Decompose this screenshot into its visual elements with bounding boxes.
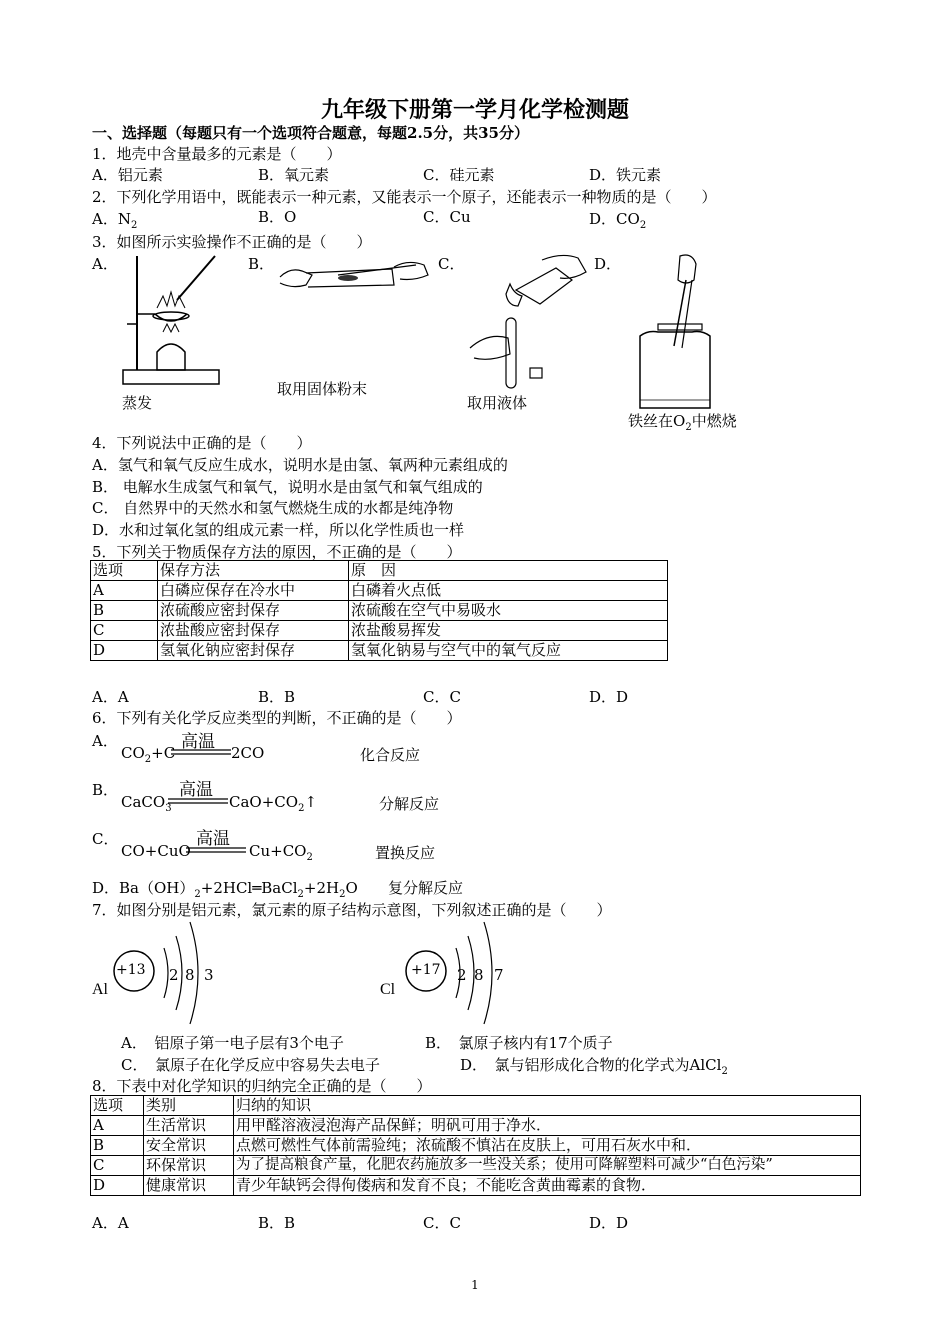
q7-stem: 7．如图分别是铝元素，氯元素的原子结构示意图，下列叙述正确的是（ ）: [92, 901, 612, 919]
table-row: [91, 601, 668, 621]
cl-nucleus: +17: [411, 962, 441, 978]
q3-stem: 3．如图所示实验操作不正确的是（ ）: [92, 233, 372, 251]
al-shell-3: 3: [204, 966, 214, 984]
cl-symbol: Cl: [380, 981, 396, 998]
q1-option-d: D．铁元素: [589, 166, 662, 184]
caption-iron: 铁丝在$O_2$中燃烧: [628, 412, 737, 433]
q6-option-d-type: 复分解反应: [388, 879, 464, 897]
table-cell: 氢氧化钠易与空气中的氧气反应: [349, 641, 668, 661]
table-row: [91, 1136, 861, 1156]
q8-option-d: D．D: [589, 1214, 629, 1232]
q4-stem: 4．下列说法中正确的是（ ）: [92, 434, 312, 452]
powder-figure: [276, 255, 436, 305]
cl-shell-3: 7: [494, 966, 504, 984]
q7-option-a: A． 铝原子第一电子层有3个电子: [121, 1034, 344, 1052]
al-nucleus: +13: [116, 962, 146, 978]
q2-option-b: B．O: [258, 208, 297, 226]
q2-stem: 2．下列化学用语中，既能表示一种元素，又能表示一个原子，还能表示一种物质的是（ ）: [92, 188, 717, 206]
section-heading: 一、选择题（每题只有一个选项符合题意，每题2.5分，共35分）: [92, 124, 529, 142]
q6-option-c-condition: 高温: [196, 829, 230, 849]
q2-option-a: A．$N_2$: [92, 210, 138, 231]
caption-powder: 取用固体粉末: [277, 380, 368, 398]
table-cell: B: [91, 601, 158, 621]
table-cell: 用甲醛溶液浸泡海产品保鲜；明矾可用于净水．: [234, 1116, 861, 1136]
table-cell: A: [91, 581, 158, 601]
q6-option-b-left: CaCO$_3$: [121, 793, 172, 814]
table-cell: 环保常识: [144, 1156, 234, 1176]
q6-option-b-right: $CaO+CO_2↑$: [229, 793, 318, 814]
q3-option-b: B．: [248, 255, 275, 273]
table-cell: B: [91, 1136, 144, 1156]
table-cell: 安全常识: [144, 1136, 234, 1156]
page-title: 九年级下册第一学月化学检测题: [320, 97, 629, 123]
table-cell: D: [91, 1176, 144, 1196]
table-cell: 点燃可燃性气体前需验纯；浓硫酸不慎沾在皮肤上，可用石灰水中和．: [234, 1136, 861, 1156]
q6-option-b-label: B．: [92, 781, 119, 799]
q6-option-c-left: CO+CuO: [121, 842, 191, 860]
table-row: [91, 1116, 861, 1136]
al-shell-1: 2: [169, 966, 179, 984]
q7-option-c: C． 氯原子在化学反应中容易失去电子: [121, 1056, 380, 1074]
q6-option-c-right: $Cu+CO_2$: [249, 842, 313, 863]
table-cell: 白磷着火点低: [349, 581, 668, 601]
table-cell: C: [91, 621, 158, 641]
q3-option-d: D．: [594, 255, 622, 273]
table-row: [91, 581, 668, 601]
table-row: [91, 621, 668, 641]
q5-table: [90, 560, 668, 661]
q7-option-b: B． 氯原子核内有17个质子: [425, 1034, 613, 1052]
q6-option-a-condition: 高温: [181, 732, 215, 752]
q6-option-c-type: 置换反应: [375, 844, 436, 862]
table-cell: C: [91, 1156, 144, 1176]
liquid-figure: [462, 250, 602, 390]
q1-option-c: C．硅元素: [423, 166, 495, 184]
table-row: [91, 1176, 861, 1196]
table-header: 选项: [91, 1096, 144, 1116]
q6-option-a-left: $CO_2+C$: [121, 744, 176, 765]
q5-option-a: A．A: [92, 688, 129, 706]
table-cell: 浓盐酸应密封保存: [158, 621, 349, 641]
q8-stem: 8．下表中对化学知识的归纳完全正确的是（ ）: [92, 1077, 432, 1095]
table-cell: A: [91, 1116, 144, 1136]
iron-combustion-figure: [630, 252, 720, 412]
table-header: 类别: [144, 1096, 234, 1116]
table-row: [91, 561, 668, 581]
caption-evaporation: 蒸发: [122, 394, 153, 412]
q8-option-b: B．B: [258, 1214, 296, 1232]
table-header: 保存方法: [158, 561, 349, 581]
q6-option-a-right: 2CO: [231, 744, 265, 762]
q4-option-a: A．氢气和氧气反应生成水，说明水是由氢、氧两种元素组成的: [92, 456, 508, 474]
q6-option-a-type: 化合反应: [360, 746, 421, 764]
al-shell-2: 8: [185, 966, 195, 984]
q6-option-b-condition: 高温: [179, 780, 213, 800]
equals-sign: [186, 847, 246, 855]
q4-option-b: B． 电解水生成氢气和氧气，说明水是由氢气和氧气组成的: [92, 478, 483, 496]
evaporation-figure: [115, 252, 235, 392]
table-row: [91, 641, 668, 661]
table-header: 归纳的知识: [234, 1096, 861, 1116]
q8-option-c: C．C: [423, 1214, 461, 1232]
page-number: 1: [471, 1278, 479, 1292]
table-cell: 健康常识: [144, 1176, 234, 1196]
q5-option-b: B．B: [258, 688, 296, 706]
equals-sign: [171, 749, 231, 757]
q5-stem: 5．下列关于物质保存方法的原因，不正确的是（ ）: [92, 543, 462, 561]
q4-option-c: C． 自然界中的天然水和氢气燃烧生成的水都是纯净物: [92, 499, 454, 517]
q4-option-d: D．水和过氧化氢的组成元素一样，所以化学性质也一样: [92, 521, 465, 539]
q8-option-a: A．A: [92, 1214, 129, 1232]
al-symbol: Al: [92, 981, 108, 998]
table-cell: 青少年缺钙会得佝偻病和发育不良；不能吃含黄曲霉素的食物．: [234, 1176, 861, 1196]
q7-option-d: D． 氯与铝形成化合物的化学式为AlCl$_2$: [460, 1056, 728, 1077]
table-cell: 生活常识: [144, 1116, 234, 1136]
table-cell: 浓硫酸应密封保存: [158, 601, 349, 621]
q5-option-d: D．D: [589, 688, 629, 706]
table-cell: 白磷应保存在冷水中: [158, 581, 349, 601]
cl-shell-1: 2: [457, 966, 467, 984]
q2-option-d: D．$CO_2$: [589, 210, 647, 231]
q1-option-a: A．铝元素: [92, 166, 163, 184]
table-cell: 为了提高粮食产量，化肥农药施放多一些没关系；使用可降解塑料可减少“白色污染”: [234, 1156, 861, 1176]
caption-liquid: 取用液体: [467, 394, 528, 412]
equals-sign: [168, 798, 228, 806]
table-header: 原 因: [349, 561, 668, 581]
q8-table: [90, 1095, 861, 1196]
q2-option-c: C．Cu: [423, 208, 471, 226]
q5-option-c: C．C: [423, 688, 461, 706]
table-cell: 浓硫酸在空气中易吸水: [349, 601, 668, 621]
table-cell: 浓盐酸易挥发: [349, 621, 668, 641]
q6-option-c-label: C．: [92, 830, 119, 848]
q1-stem: 1．地壳中含量最多的元素是（ ）: [92, 145, 342, 163]
table-header: 选项: [91, 561, 158, 581]
q3-option-a: A．: [92, 255, 118, 273]
table-row: [91, 1096, 861, 1116]
table-cell: D: [91, 641, 158, 661]
q6-stem: 6．下列有关化学反应类型的判断，不正确的是（ ）: [92, 709, 462, 727]
q1-option-b: B．氧元素: [258, 166, 330, 184]
q6-option-b-type: 分解反应: [379, 795, 440, 813]
table-row: [91, 1156, 861, 1176]
q6-option-a-label: A．: [92, 732, 118, 750]
cl-shell-2: 8: [474, 966, 484, 984]
q6-option-d: D．$Ba(OH)_2+2HCl═BaCl_2+2H_2O$: [92, 879, 358, 900]
table-cell: 氢氧化钠应密封保存: [158, 641, 349, 661]
q3-option-c: C．: [438, 255, 465, 273]
